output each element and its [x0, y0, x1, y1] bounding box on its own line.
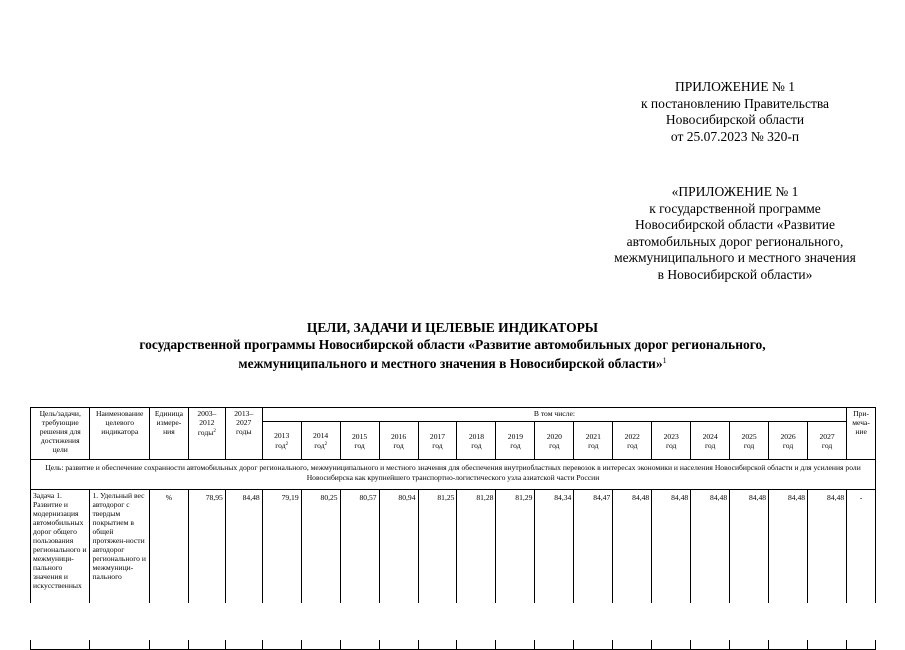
year-label: год: [393, 440, 404, 450]
note-cell: -: [847, 490, 876, 650]
year-label: год: [743, 440, 755, 450]
appendix-line: к постановлению Правительства: [640, 95, 830, 111]
value-cell: 80,94: [379, 490, 418, 650]
title-line-1: ЦЕЛИ, ЗАДАЧИ И ЦЕЛЕВЫЕ ИНДИКАТОРЫ: [306, 320, 599, 335]
value-cell: 81,29: [496, 490, 535, 650]
year-label: год: [275, 441, 286, 450]
year-number: 2019: [507, 431, 523, 441]
header-year: [574, 422, 613, 460]
year-number: 2016: [390, 431, 407, 441]
appendix-header-resolution: [590, 79, 880, 145]
year-number: 2020: [546, 431, 562, 441]
title-footnote-mark: 1: [662, 356, 667, 365]
header-year: [340, 422, 379, 460]
task-cell: Задача 1. Развитие и модернизация автомобильных дорог общего пользования регионального и межмуници-пального значения и искусственных: [31, 490, 90, 650]
page-bottom-edge: [0, 603, 905, 640]
year-number: 2025: [741, 431, 757, 441]
year-label: год: [666, 440, 677, 450]
appendix-line: «ПРИЛОЖЕНИЕ № 1: [671, 184, 799, 199]
header-2003-2012: [188, 408, 225, 460]
header-unit: Единица измере-ния: [149, 408, 188, 460]
header-note: При-меча-ние: [847, 408, 876, 460]
appendix-line: от 25.07.2023 № 320-п: [670, 128, 800, 144]
year-label: год: [471, 440, 482, 450]
header-year: [730, 422, 769, 460]
title-line-3-text: межмуниципального и местного значения в Новосибирской области»: [238, 356, 663, 371]
year-label: год: [432, 440, 443, 450]
year-label: год: [510, 440, 521, 450]
value-cell: 84,48: [691, 490, 730, 650]
year-number: 2021: [585, 431, 601, 441]
unit-cell: %: [149, 490, 188, 650]
value-cell: 78,95: [188, 490, 225, 650]
header-year: [808, 422, 847, 460]
appendix-line: Новосибирской области «Развитие: [635, 217, 835, 232]
header-year: [301, 422, 340, 460]
header-indicator: Наименование целевого индикатора: [90, 408, 149, 460]
year-label: год: [549, 440, 560, 450]
value-cell: 84,48: [613, 490, 652, 650]
value-cell: 81,25: [418, 490, 457, 650]
appendix-line: Новосибирской области: [665, 112, 805, 127]
value-cell: 84,48: [769, 490, 808, 650]
header-goal: Цель/задачи, требующие решения для достижения цели: [31, 408, 90, 460]
year-number: 2015: [351, 431, 368, 441]
header-year: [496, 422, 535, 460]
appendix-line: в Новосибирской области»: [657, 266, 813, 282]
header-row-1: [31, 408, 876, 422]
year-label: год: [782, 440, 794, 450]
year-number: 2022: [624, 431, 640, 441]
value-cell: 84,48: [808, 490, 847, 650]
year-label: год: [627, 440, 638, 450]
header-year: [535, 422, 574, 460]
value-cell: 84,47: [574, 490, 613, 650]
goal-row: [31, 460, 876, 490]
appendix-line: к государственной программе: [649, 200, 821, 216]
header-year: [379, 422, 418, 460]
goal-text: Цель: развитие и обеспечение сохранности автомобильных дорог регионального, межмуниципального и местного значения для обеспечения внутриобластных перевозок в интересах экономики и населения Новосибирской области и для усиления роли Новосибирска как крупнейшего транспортно-логистического узла азиатской части России: [31, 460, 876, 490]
appendix-line: автомобильных дорог регионального,: [626, 233, 844, 249]
year-label: год: [354, 440, 365, 450]
year-number: 2024: [702, 431, 718, 441]
title-line-3: [0, 353, 905, 373]
year-number: 2023: [663, 431, 679, 441]
header-year: [652, 422, 691, 460]
document-title: [0, 320, 905, 373]
year-label: год: [588, 440, 599, 450]
header-2013-2027: 2013–2027 годы: [225, 408, 262, 460]
value-cell: 79,19: [262, 490, 301, 650]
footnote-mark: 2: [213, 429, 216, 434]
year-number: 2014: [313, 431, 329, 440]
value-cell: 81,28: [457, 490, 496, 650]
year-label: год: [314, 441, 325, 450]
value-cell: 84,34: [535, 490, 574, 650]
value-cell: 84,48: [652, 490, 691, 650]
year-number: 2013: [274, 431, 290, 440]
appendix-line: межмуниципального и местного значения: [614, 250, 856, 265]
year-number: 2018: [468, 431, 485, 441]
header-year: [262, 422, 301, 460]
value-cell: 80,57: [340, 490, 379, 650]
year-number: 2017: [429, 431, 446, 441]
header-including: В том числе:: [262, 408, 846, 422]
year-label: год: [704, 440, 716, 450]
value-cell: 80,25: [301, 490, 340, 650]
header-year: [691, 422, 730, 460]
year-number: 2027: [819, 431, 835, 441]
year-label: год: [821, 440, 833, 450]
year-number: 2026: [780, 431, 796, 441]
value-cell: 84,48: [730, 490, 769, 650]
appendix-line: ПРИЛОЖЕНИЕ № 1: [674, 79, 796, 94]
indicator-cell: 1. Удельный вес автодорог с твердым покрытием в общей протяжен-ности автодорог регионального и межмуници-пального: [90, 490, 149, 650]
header-year: [457, 422, 496, 460]
header-2003-2012-text: 2003–2012 годы: [197, 409, 217, 437]
header-year: [613, 422, 652, 460]
value-cell: 84,48: [225, 490, 262, 650]
title-line-2: государственной программы Новосибирской области «Развитие автомобильных дорог регионального,: [139, 336, 766, 352]
appendix-header-program: [585, 184, 885, 283]
header-year: [418, 422, 457, 460]
header-year: [769, 422, 808, 460]
footnote-mark: 2: [285, 442, 289, 447]
footnote-mark: 2: [324, 442, 328, 447]
